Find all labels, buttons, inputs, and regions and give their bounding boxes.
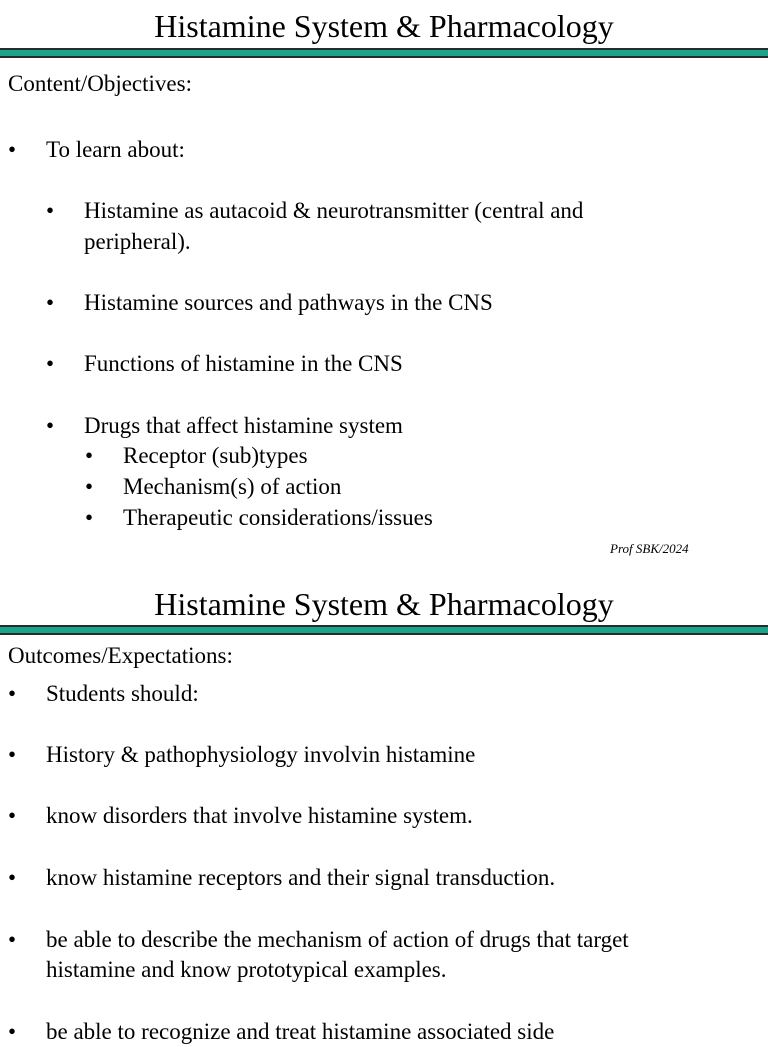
list-item-text: histamine and know prototypical examples. <box>46 957 447 982</box>
slide-footer: Prof SBK/2024 <box>610 541 689 556</box>
list-item-text: Functions of histamine in the CNS <box>84 351 403 376</box>
bullet: • <box>46 413 55 438</box>
title-rule <box>0 48 768 58</box>
bullet: • <box>46 290 55 315</box>
list-item-text: Histamine sources and pathways in the CNS <box>84 290 493 315</box>
list-item-text: Drugs that affect histamine system <box>84 413 403 438</box>
bullet: • <box>8 742 17 767</box>
list-item-text: History & pathophysiology involvin histamine <box>46 742 476 767</box>
slide-title: Histamine System & Pharmacology <box>154 586 614 622</box>
bullet: • <box>8 927 17 952</box>
slide-title: Histamine System & Pharmacology <box>154 8 614 44</box>
bullet: • <box>8 1019 17 1044</box>
list-item-text: know histamine receptors and their signal transduction. <box>46 865 556 890</box>
section-heading: Content/Objectives: <box>8 71 192 96</box>
list-item-text: Mechanism(s) of action <box>123 474 342 499</box>
list-item-text: know disorders that involve histamine system. <box>46 803 473 828</box>
section-heading: Outcomes/Expectations: <box>8 643 233 668</box>
list-item-text: To learn about: <box>46 137 185 162</box>
list-item-text: Receptor (sub)types <box>123 443 308 468</box>
bullet: • <box>46 198 55 223</box>
bullet: • <box>85 474 94 499</box>
list-item-text: peripheral). <box>84 229 191 254</box>
bullet: • <box>8 137 17 162</box>
list-item-text: be able to describe the mechanism of action of drugs that target <box>46 927 629 952</box>
list-item-text: Therapeutic considerations/issues <box>123 505 433 530</box>
bullet: • <box>85 505 94 530</box>
list-item-text: Histamine as autacoid & neurotransmitter (central and <box>84 198 584 223</box>
bullet: • <box>8 803 17 828</box>
list-item-text: be able to recognize and treat histamine associated side <box>46 1019 555 1044</box>
bullet: • <box>85 443 94 468</box>
list-item-text: Students should: <box>46 681 199 706</box>
bullet: • <box>8 681 17 706</box>
title-rule <box>0 625 768 635</box>
bullet: • <box>8 865 17 890</box>
bullet: • <box>46 351 55 376</box>
slide-outcomes <box>0 576 768 1044</box>
